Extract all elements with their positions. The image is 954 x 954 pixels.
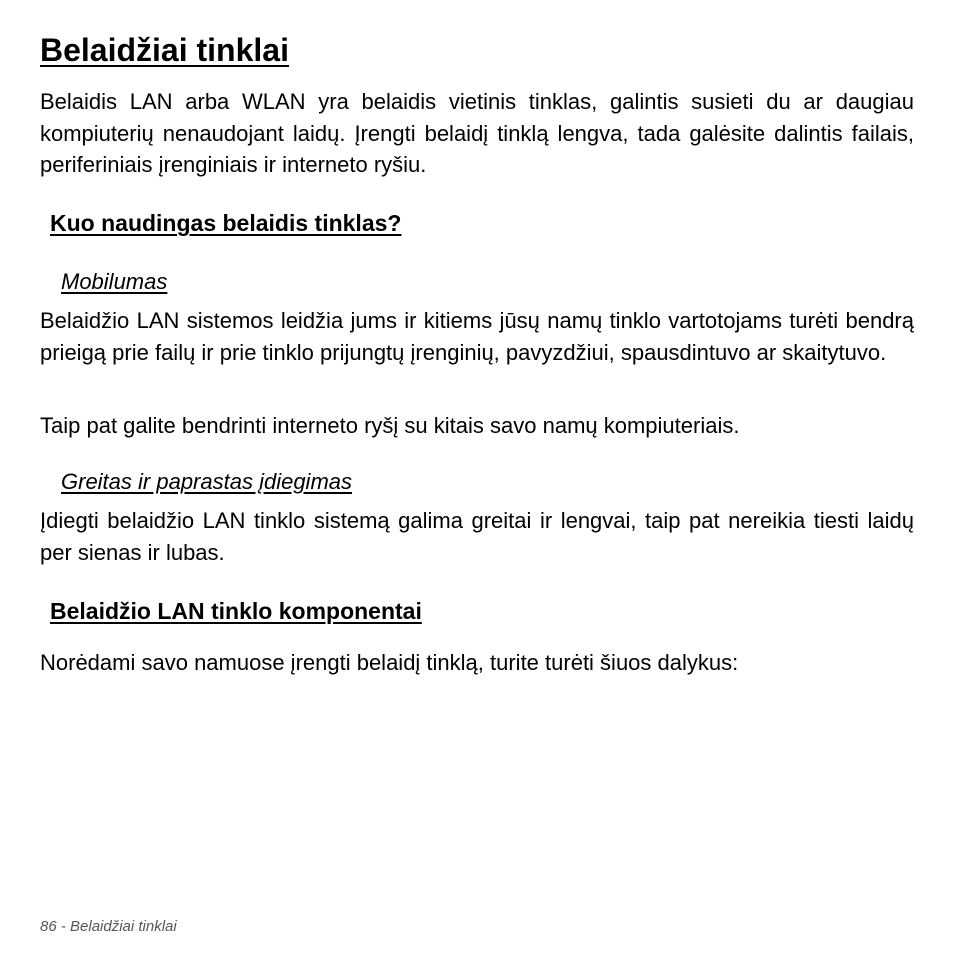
subheading-mobility: Mobilumas [61, 269, 168, 294]
internet-sharing-paragraph: Taip pat galite bendrinti interneto ryšį su kitais savo namų kompiuteriais. [40, 413, 740, 438]
section-heading-benefits: Kuo naudingas belaidis tinklas? [50, 210, 402, 236]
components-paragraph: Norėdami savo namuose įrengti belaidį tinklą, turite turėti šiuos dalykus: [40, 650, 739, 675]
page-footer: 86 - Belaidžiai tinklai [40, 918, 177, 935]
mobility-paragraph: Belaidžio LAN sistemos leidžia jums ir kitiems jūsų namų tinklo vartotojams turėti bendrą prieigą prie failų ir prie tinklo prijungtų įrenginių, pavyzdžiui, spausdintuvo ar skaitytuvo. [40, 308, 914, 365]
page-title: Belaidžiai tinklai [40, 32, 289, 68]
section-heading-components: Belaidžio LAN tinklo komponentai [50, 598, 422, 624]
intro-paragraph: Belaidis LAN arba WLAN yra belaidis vietinis tinklas, galintis susieti du ar daugiau kompiuterių nenaudojant laidų. Įrengti belaidį tinklą lengva, tada galėsite dalintis failais, periferiniais įrenginiais ir interneto ryšiu. [40, 89, 914, 177]
quick-install-paragraph: Įdiegti belaidžio LAN tinklo sistemą galima greitai ir lengvai, taip pat nereikia tiesti laidų per sienas ir lubas. [40, 508, 914, 565]
subheading-quick-install: Greitas ir paprastas įdiegimas [61, 469, 353, 494]
